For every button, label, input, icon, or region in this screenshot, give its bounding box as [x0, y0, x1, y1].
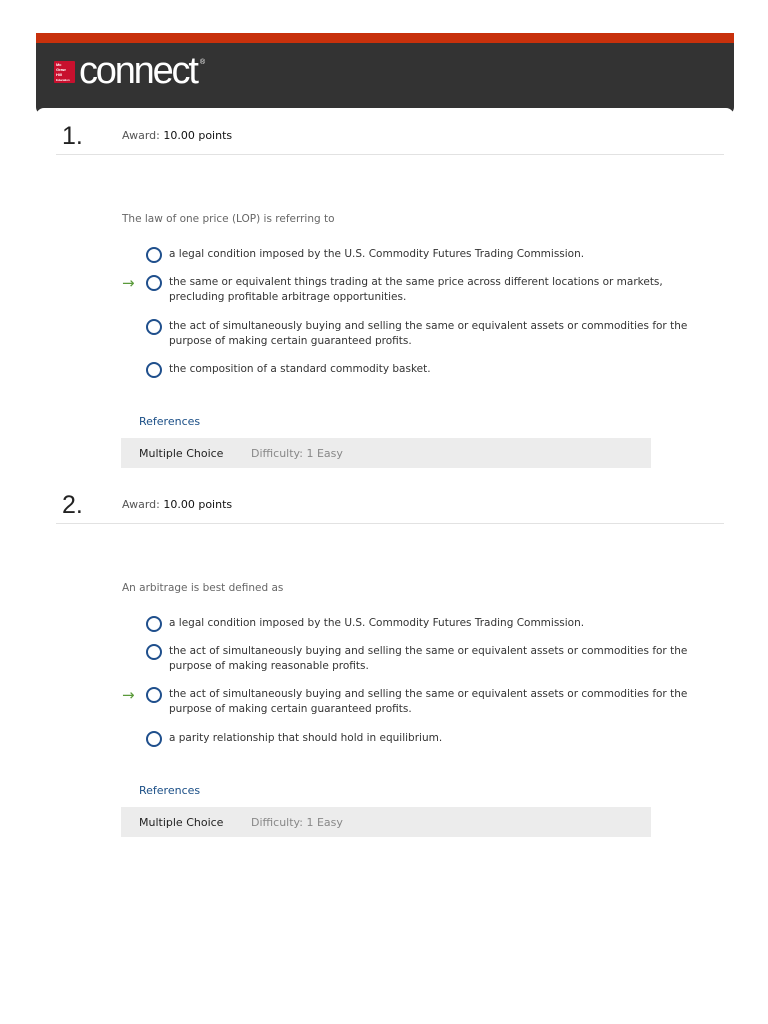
answer-choice[interactable] [146, 616, 706, 632]
award-line [122, 129, 232, 143]
correct-answer-arrow-icon: → [122, 686, 135, 704]
radio-button[interactable] [146, 731, 162, 747]
answer-text: the composition of a standard commodity basket. [169, 363, 431, 375]
radio-button[interactable] [146, 247, 162, 263]
difficulty-label: Difficulty: 1 Easy [251, 815, 343, 829]
award-value: 10.00 points [163, 129, 233, 142]
references-link[interactable]: References [139, 415, 201, 428]
answer-choice[interactable] [146, 731, 706, 747]
question-type: Multiple Choice [139, 446, 224, 460]
answer-text: the act of simultaneously buying and selling the same or equivalent assets or commodities for the purpose of making certain guaranteed profits. [169, 320, 688, 347]
logo-badge-line: Graw [56, 67, 66, 72]
question-meta-bar [121, 807, 651, 837]
answer-text: the act of simultaneously buying and selling the same or equivalent assets or commodities for the purpose of making certain guaranteed profits. [169, 688, 688, 715]
radio-button[interactable] [146, 687, 162, 703]
mcgraw-hill-logo-icon [54, 61, 75, 83]
question-prompt: The law of one price (LOP) is referring to [122, 213, 335, 225]
header-accent-bar [36, 33, 734, 43]
question-number: 2. [62, 491, 83, 519]
question-type: Multiple Choice [139, 815, 224, 829]
logo-badge-line: Hill [56, 72, 62, 77]
logo-badge-line: Mc [56, 62, 62, 67]
logo-badge-line: Education [56, 78, 70, 82]
radio-button[interactable] [146, 616, 162, 632]
radio-button[interactable] [146, 644, 162, 660]
award-label: Award: [122, 129, 160, 142]
question-meta-bar [121, 438, 651, 468]
answer-text: a parity relationship that should hold in equilibrium. [169, 732, 443, 744]
award-line [122, 498, 232, 512]
divider [56, 523, 724, 524]
radio-button[interactable] [146, 319, 162, 335]
answer-text: the act of simultaneously buying and selling the same or equivalent assets or commodities for the purpose of making reasonable profits. [169, 645, 688, 672]
correct-answer-arrow-icon: → [122, 274, 135, 292]
radio-button[interactable] [146, 362, 162, 378]
question-prompt: An arbitrage is best defined as [122, 582, 284, 594]
answer-choice[interactable] [146, 319, 706, 349]
difficulty-label: Difficulty: 1 Easy [251, 446, 343, 460]
answer-text: a legal condition imposed by the U.S. Commodity Futures Trading Commission. [169, 248, 585, 260]
content-panel [36, 108, 734, 988]
answer-text: the same or equivalent things trading at the same price across different locations or markets, precluding profitable arbitrage opportunities. [169, 276, 663, 303]
answer-choice[interactable] [146, 687, 706, 717]
award-label: Award: [122, 498, 160, 511]
radio-button[interactable] [146, 275, 162, 291]
question-number: 1. [62, 122, 83, 150]
references-link[interactable]: References [139, 784, 201, 797]
award-value: 10.00 points [163, 498, 233, 511]
answer-choice[interactable] [146, 275, 706, 305]
answer-choice[interactable] [146, 644, 706, 674]
connect-logo: connect [79, 50, 197, 92]
registered-mark: ® [200, 59, 206, 66]
answer-text: a legal condition imposed by the U.S. Commodity Futures Trading Commission. [169, 617, 585, 629]
answer-choice[interactable] [146, 247, 706, 263]
divider [56, 154, 724, 155]
answer-choice[interactable] [146, 362, 706, 378]
